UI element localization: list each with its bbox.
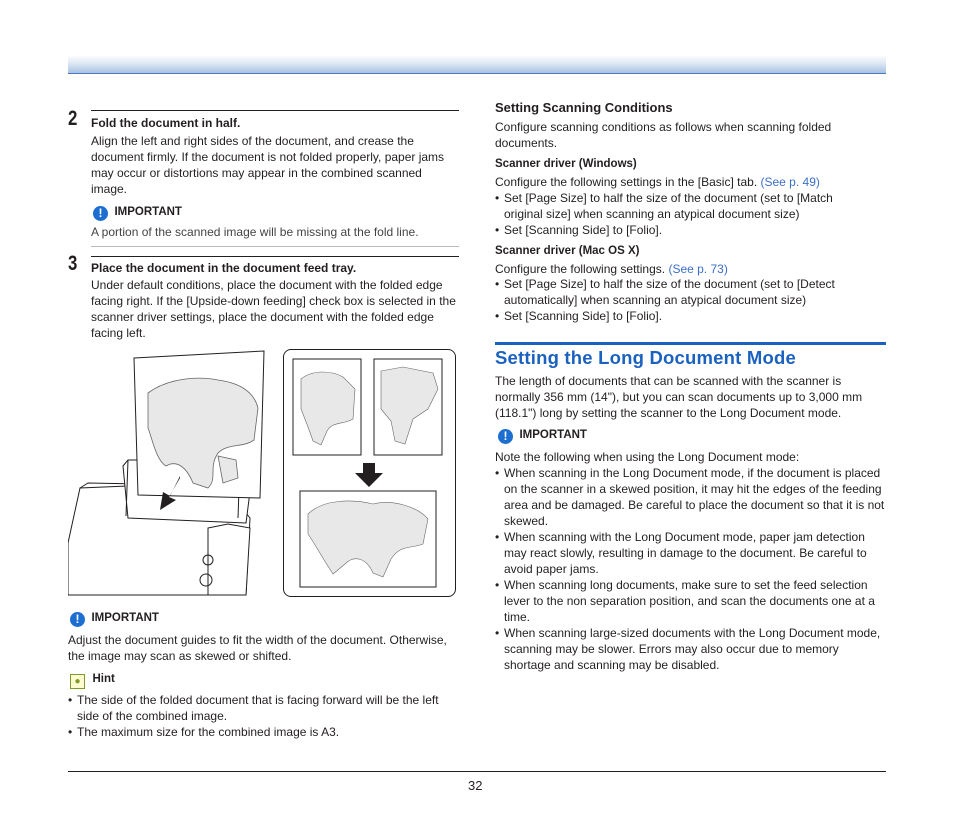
hint-item: • The side of the folded document that is facing forward will be the left side of the combined image. — [68, 692, 460, 724]
exclamation-icon: ! — [93, 206, 108, 221]
long-document-heading: Setting the Long Document Mode — [495, 347, 796, 368]
important-box-1 — [93, 204, 182, 222]
header-band — [68, 55, 886, 74]
long-document-notes — [495, 465, 885, 673]
section-heading-rule — [495, 342, 886, 345]
combine-illustration — [283, 349, 456, 597]
windows-driver-intro — [495, 174, 885, 190]
setting-conditions-intro: Configure scanning conditions as follows when scanning folded documents. — [495, 120, 832, 150]
mac-setting-item: • Set [Page Size] to half the size of the document (set to [Detect automatically] when scanning an atypical document size) — [495, 276, 867, 308]
long-document-body: The length of documents that can be scanned with the scanner is normally 356 mm (14"), but you can scan documents up to 3,000 mm (118.1") long by setting the scanner to the Long Document mode. — [495, 374, 863, 420]
windows-driver-heading: Scanner driver (Windows) — [495, 158, 637, 170]
exclamation-icon: ! — [498, 429, 513, 444]
step-number-2: 2 — [68, 107, 78, 130]
scanner-illustration — [68, 348, 268, 598]
important-label: IMPORTANT — [114, 206, 182, 218]
windows-intro-text: Configure the following settings in the [Basic] tab. — [495, 175, 758, 189]
windows-see-link[interactable]: (See p. 49) — [760, 175, 820, 189]
important-label: IMPORTANT — [91, 612, 159, 624]
step-2-title: Fold the document in half. — [91, 116, 241, 130]
step-2-body: Align the left and right sides of the document, and crease the document firmly. If the document is not folded properly, paper jams may occur or distortions may appear in the combined scanned image. — [91, 134, 445, 196]
mac-settings-list — [495, 276, 867, 324]
important-box-3 — [498, 427, 587, 445]
hint-label: Hint — [92, 673, 115, 685]
hint-item: • The maximum size for the combined image is A3. — [68, 724, 460, 740]
hint-box — [70, 671, 115, 689]
mac-intro-text: Configure the following settings. — [495, 262, 666, 276]
step-3-title: Place the document in the document feed tray. — [91, 261, 357, 275]
long-note-item: • When scanning with the Long Document mode, paper jam detection may react slowly, resulting in damage to the document. Be careful to avoid paper jams. — [495, 529, 885, 577]
long-note-item: • When scanning long documents, make sure to set the feed selection lever to the non separation position, and scan the documents one at a time. — [495, 577, 885, 625]
page-number: 32 — [468, 778, 483, 793]
important-text-1: A portion of the scanned image will be missing at the fold line. — [91, 225, 419, 239]
exclamation-icon: ! — [70, 612, 85, 627]
long-note-item: • When scanning in the Long Document mode, if the document is placed on the scanner in a skewed position, it may hit the edges of the feeding area and be damaged. Be careful to place the document so that it is not skewed. — [495, 465, 885, 529]
windows-settings-list — [495, 190, 867, 238]
important-box-2 — [70, 610, 159, 628]
step-3-body: Under default conditions, place the document with the folded edge facing right. If the [Upside-down feeding] check box is selected in the scanner driver settings, place the document with the folded edge facing left. — [91, 278, 456, 340]
long-note-item: • When scanning large-sized documents with the Long Document mode, scanning may be slower. Errors may also occur due to memory shortage and scanning may be disabled. — [495, 625, 885, 673]
important-intro: Note the following when using the Long Document mode: — [495, 450, 800, 464]
footer-rule — [68, 771, 886, 772]
step-3-rule — [91, 256, 459, 257]
important-divider — [91, 246, 459, 247]
mac-setting-item: • Set [Scanning Side] to [Folio]. — [495, 308, 867, 324]
step-2-rule — [91, 110, 459, 111]
mac-driver-intro — [495, 261, 885, 277]
mac-see-link[interactable]: (See p. 73) — [668, 262, 728, 276]
lightbulb-icon: ● — [70, 674, 85, 689]
mac-driver-heading: Scanner driver (Mac OS X) — [495, 245, 640, 257]
windows-setting-item: • Set [Page Size] to half the size of the document (set to [Match original size] when scanning an atypical document size) — [495, 190, 867, 222]
setting-conditions-heading: Setting Scanning Conditions — [495, 100, 673, 115]
hint-list — [68, 692, 460, 740]
step-number-3: 3 — [68, 252, 78, 275]
important-label: IMPORTANT — [519, 429, 587, 441]
windows-setting-item: • Set [Scanning Side] to [Folio]. — [495, 222, 867, 238]
important-text-2: Adjust the document guides to fit the width of the document. Otherwise, the image may scan as skewed or shifted. — [68, 633, 447, 663]
